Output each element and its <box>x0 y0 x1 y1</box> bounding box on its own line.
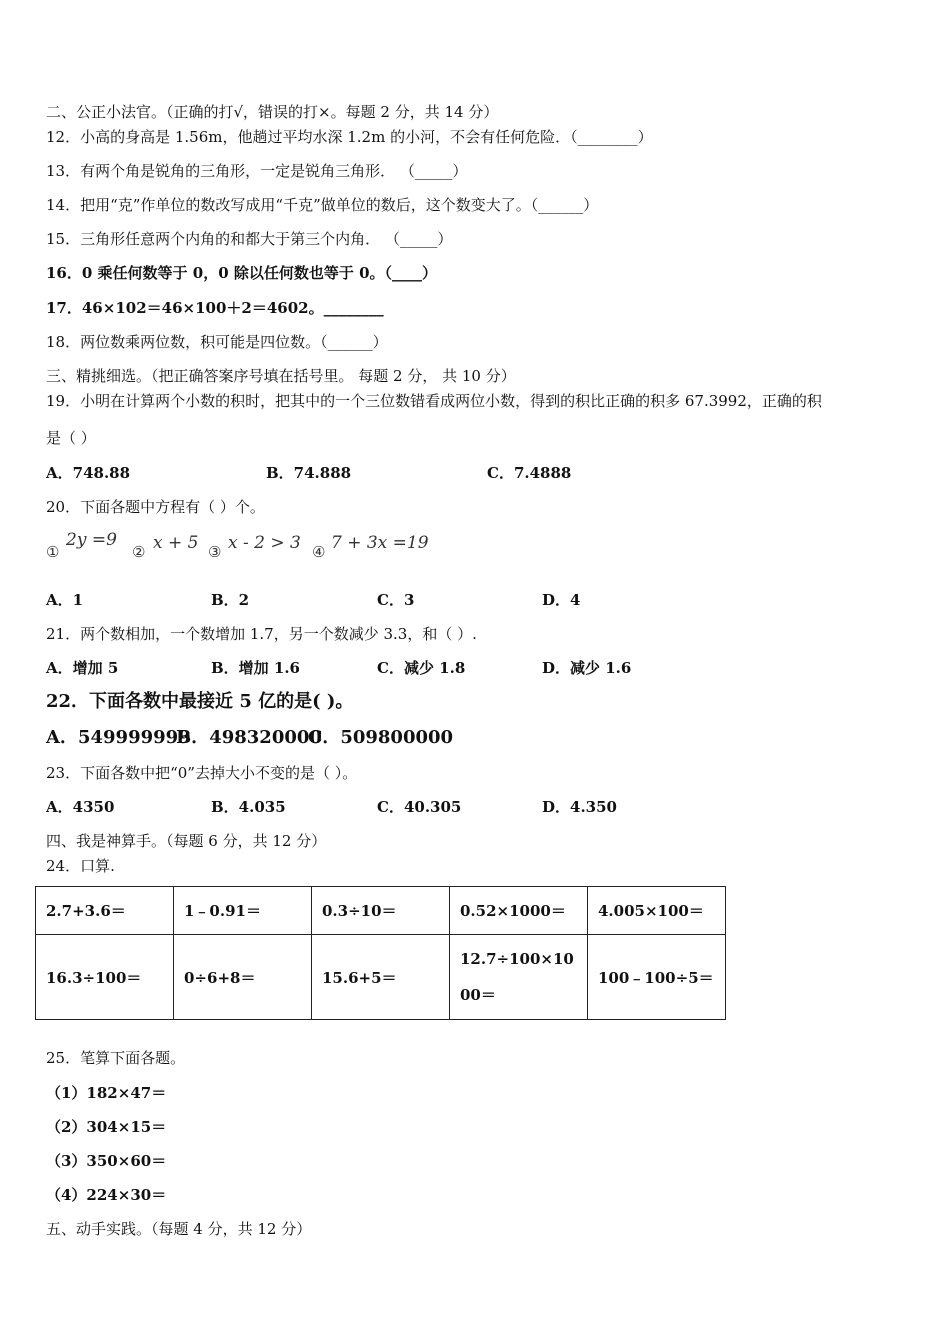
table-cell-wrapped-text: 12.7÷100×1000＝ <box>460 950 574 1004</box>
question-19-line1: 19．小明在计算两个小数的积时，把其中的一个三位数错看成两位小数，得到的积比正确的积多 67.3992，正确的积 <box>46 392 822 410</box>
q25-item-2: （2）304×15＝ <box>46 1118 167 1136</box>
q23-option-c: C．40.305 <box>377 798 462 816</box>
q21-option-d: D．减少 1.6 <box>542 659 632 677</box>
question-15: 15．三角形任意两个内角的和都大于第三个内角． （_____） <box>46 230 453 248</box>
question-13: 13．有两个角是锐角的三角形，一定是锐角三角形． （_____） <box>46 162 468 180</box>
table-cell: 1﹣0.91＝ <box>174 887 312 935</box>
section-4-heading: 四、我是神算手。（每题 6 分，共 12 分） <box>46 832 327 850</box>
q25-item-1: （1）182×47＝ <box>46 1084 167 1102</box>
section-3-heading: 三、精挑细选。（把正确答案序号填在括号里。 每题 2 分， 共 10 分） <box>46 367 516 385</box>
q20-item-4-expr: 7 + 3x =19 <box>331 533 429 553</box>
q20-item-1-expr: 2y =9 <box>66 530 117 550</box>
table-row <box>36 935 726 1020</box>
q20-option-d: D．4 <box>542 591 581 609</box>
question-16: 16．0 乘任何数等于 0，0 除以任何数也等于 0。（____） <box>46 264 438 282</box>
question-24: 24．口算. <box>46 857 115 875</box>
q20-item-2-number: ② <box>132 543 146 561</box>
q20-option-b: B．2 <box>211 591 250 609</box>
mental-math-table <box>35 886 726 1020</box>
q23-option-b: B．4.035 <box>211 798 286 816</box>
section-5-heading: 五、动手实践。（每题 4 分，共 12 分） <box>46 1220 312 1238</box>
q25-item-4: （4）224×30＝ <box>46 1186 167 1204</box>
question-21: 21．两个数相加，一个数增加 1.7，另一个数减少 3.3，和（ ）. <box>46 625 477 643</box>
table-cell: 0÷6+8＝ <box>174 935 312 1020</box>
q22-option-a: A．549999999 <box>46 727 191 748</box>
question-23: 23．下面各数中把“0”去掉大小不变的是（ ）。 <box>46 764 358 782</box>
q21-option-c: C．减少 1.8 <box>377 659 466 677</box>
q21-option-b: B．增加 1.6 <box>211 659 300 677</box>
q20-item-4-number: ④ <box>312 543 326 561</box>
q20-item-2-expr: x + 5 <box>153 533 199 553</box>
section-2-heading: 二、公正小法官。（正确的打√，错误的打×。每题 2 分，共 14 分） <box>46 103 499 121</box>
question-14: 14．把用“克”作单位的数改写成用“千克”做单位的数后，这个数变大了。（______） <box>46 196 599 214</box>
q20-option-a: A．1 <box>46 591 84 609</box>
q19-option-b: B．74.888 <box>266 464 352 482</box>
q21-option-a: A．增加 5 <box>46 659 119 677</box>
question-17: 17．46×102＝46×100＋2＝4602。________ <box>46 299 384 317</box>
table-cell: 16.3÷100＝ <box>36 935 174 1020</box>
table-cell: 0.52×1000＝ <box>450 887 588 935</box>
table-row <box>36 887 726 935</box>
q22-option-c: C．509800000 <box>308 727 454 748</box>
q20-item-3-expr: x - 2 > 3 <box>228 533 301 553</box>
question-12: 12．小高的身高是 1.56m，他趟过平均水深 1.2m 的小河，不会有任何危险．（________） <box>46 128 653 146</box>
q19-option-a: A．748.88 <box>46 464 131 482</box>
q19-option-c: C．7.4888 <box>487 464 572 482</box>
table-cell: 4.005×100＝ <box>588 887 726 935</box>
question-19-line2: 是（ ） <box>46 429 96 447</box>
table-cell: 0.3÷10＝ <box>312 887 450 935</box>
table-cell: 2.7+3.6＝ <box>36 887 174 935</box>
question-25: 25．笔算下面各题。 <box>46 1049 186 1067</box>
q25-item-3: （3）350×60＝ <box>46 1152 167 1170</box>
q20-option-c: C．3 <box>377 591 415 609</box>
q20-item-1-number: ① <box>46 543 60 561</box>
table-cell <box>450 935 588 1020</box>
question-22: 22．下面各数中最接近 5 亿的是( )。 <box>46 691 354 712</box>
q22-option-b: B．498320000 <box>176 727 322 748</box>
q23-option-a: A．4350 <box>46 798 115 816</box>
question-18: 18．两位数乘两位数，积可能是四位数。（______） <box>46 333 388 351</box>
question-20: 20．下面各题中方程有（ ）个。 <box>46 498 265 516</box>
q20-item-3-number: ③ <box>208 543 222 561</box>
table-cell: 100﹣100÷5＝ <box>588 935 726 1020</box>
table-cell: 15.6+5＝ <box>312 935 450 1020</box>
q23-option-d: D．4.350 <box>542 798 617 816</box>
